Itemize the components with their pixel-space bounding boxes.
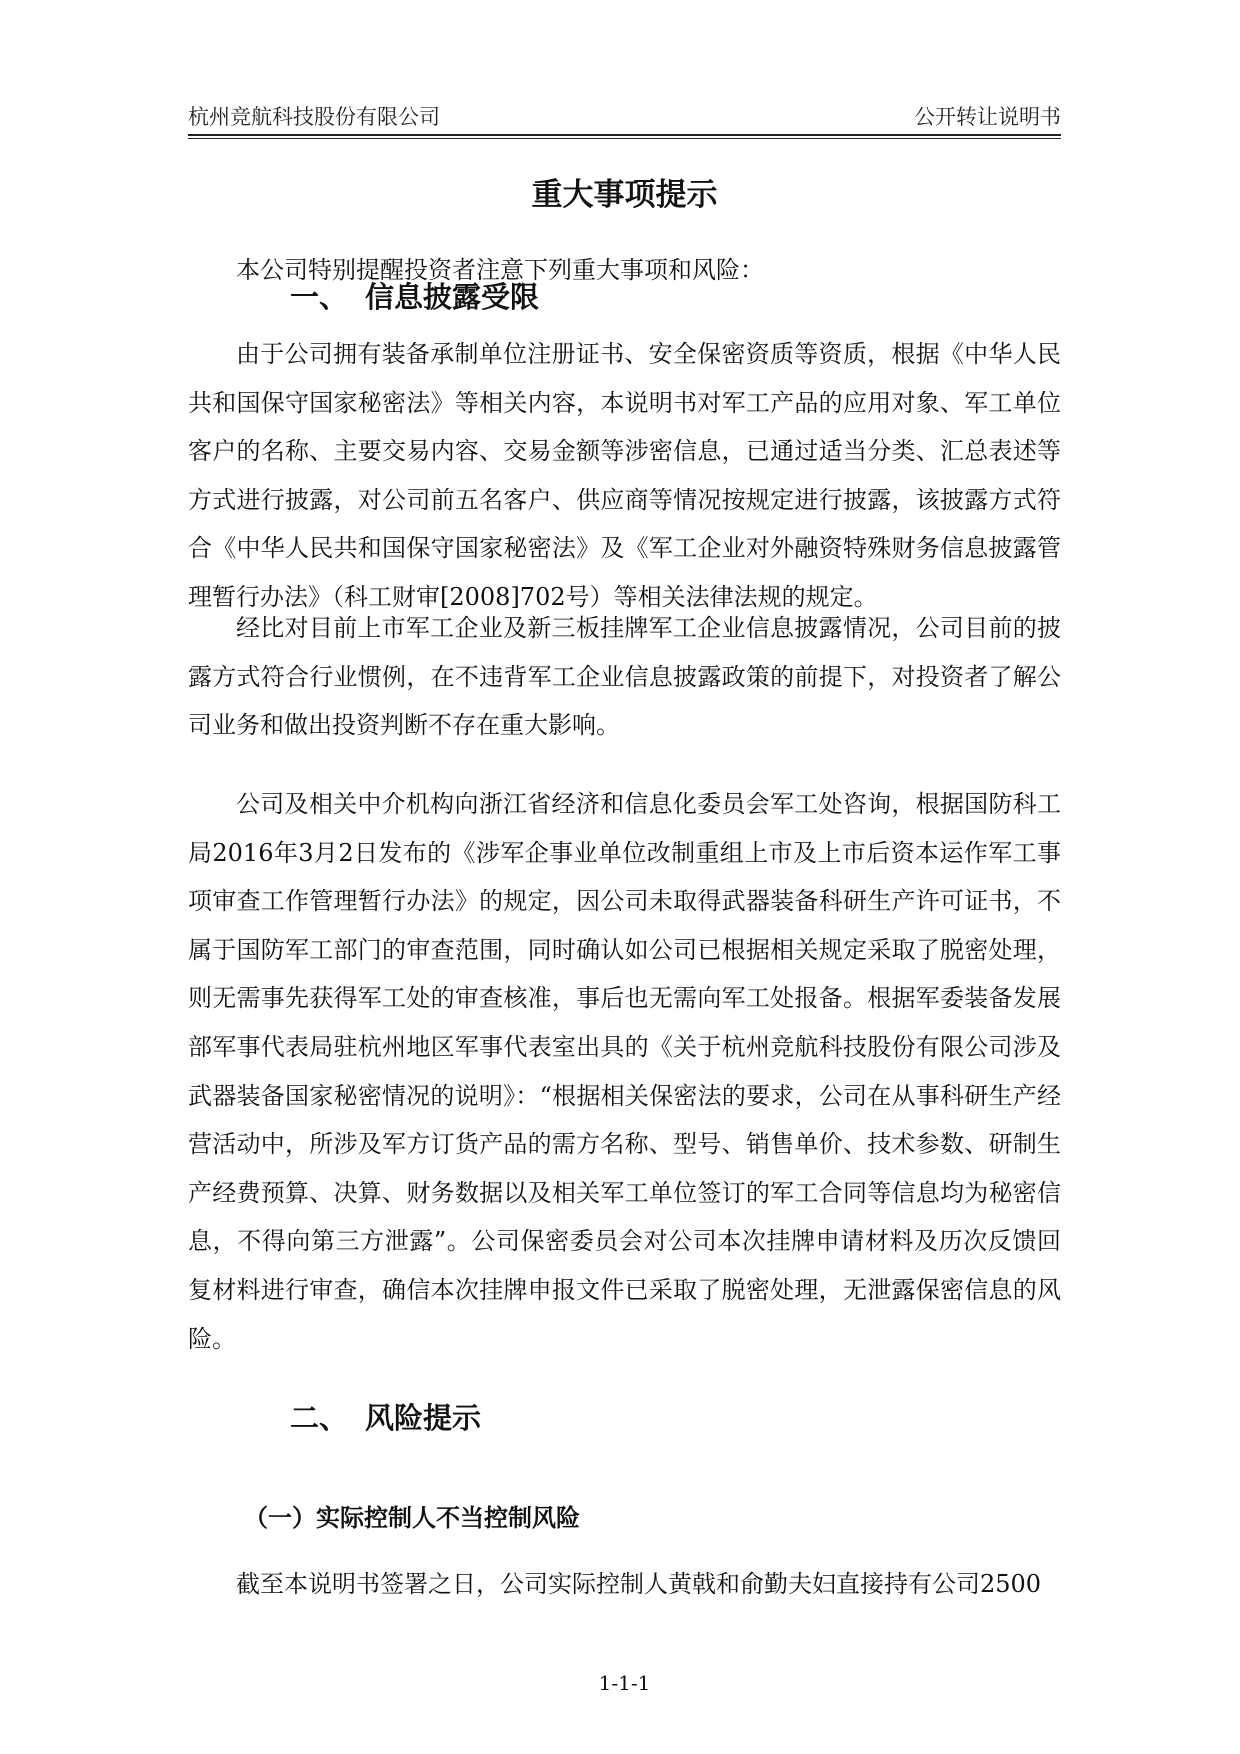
section-2-title: 风险提示 bbox=[365, 1401, 482, 1435]
section-2-paragraph-1: 截至本说明书签署之日，公司实际控制人黄戟和俞勤夫妇直接持有公司2500 bbox=[236, 1570, 1042, 1598]
section-1-title: 信息披露受限 bbox=[365, 280, 540, 314]
section-1-number: 一、 bbox=[290, 280, 349, 314]
page-header bbox=[188, 102, 1061, 132]
header-rule-thin bbox=[188, 138, 1061, 139]
section-1-paragraph-2: 经比对目前上市军工企业及新三板挂牌军工企业信息披露情况，公司目前的披露方式符合行业惯例，在不违背军工企业信息披露政策的前提下，对投资者了解公司业务和做出投资判断不存在重大影响。 bbox=[188, 614, 1061, 740]
intro-paragraph: 本公司特别提醒投资者注意下列重大事项和风险： bbox=[236, 256, 764, 284]
section-1-heading bbox=[290, 277, 539, 317]
header-document-type: 公开转让说明书 bbox=[914, 105, 1061, 129]
header-company-name: 杭州竞航科技股份有限公司 bbox=[188, 105, 440, 129]
section-2-number: 二、 bbox=[290, 1401, 349, 1435]
section-1-paragraph-1: 由于公司拥有装备承制单位注册证书、安全保密资质等资质，根据《中华人民共和国保守国家秘密法》等相关内容，本说明书对军工产品的应用对象、军工单位客户的名称、主要交易内容、交易金额等涉密信息，已通过适当分类、汇总表述等方式进行披露，对公司前五名客户、供应商等情况按规定进行披露，该披露方式符合《中华人民共和国保守国家秘密法》及《军工企业对外融资特殊财务信息披露管理暂行办法》（科工财审[2008]702号）等相关法律法规的规定。 bbox=[188, 340, 1061, 611]
section-2-heading bbox=[290, 1398, 481, 1438]
page-number: 1-1-1 bbox=[598, 1671, 651, 1695]
subsection-1-heading: （一）实际控制人不当控制风险 bbox=[244, 1504, 580, 1532]
header-rule-thick bbox=[188, 134, 1061, 136]
section-1-paragraph-3: 公司及相关中介机构向浙江省经济和信息化委员会军工处咨询，根据国防科工局2016年3月2日发布的《涉军企事业单位改制重组上市及上市后资本运作军工事项审查工作管理暂行办法》的规定，因公司未取得武器装备科研生产许可证书，不属于国防军工部门的审查范围，同时确认如公司已根据相关规定采取了脱密处理，则无需事先获得军工处的审查核准，事后也无需向军工处报备。根据军委装备发展部军事代表局驻杭州地区军事代表室出具的《关于杭州竞航科技股份有限公司涉及武器装备国家秘密情况的说明》：“根据相关保密法的要求，公司在从事科研生产经营活动中，所涉及军方订货产品的需方名称、型号、销售单价、技术参数、研制生产经费预算、决算、财务数据以及相关军工单位签订的军工合同等信息均为秘密信息，不得向第三方泄露”。公司保密委员会对公司本次挂牌申请材料及历次反馈回复材料进行审查，确信本次挂牌申报文件已采取了脱密处理，无泄露保密信息的风险。 bbox=[188, 790, 1061, 1353]
document-title: 重大事项提示 bbox=[531, 177, 718, 213]
